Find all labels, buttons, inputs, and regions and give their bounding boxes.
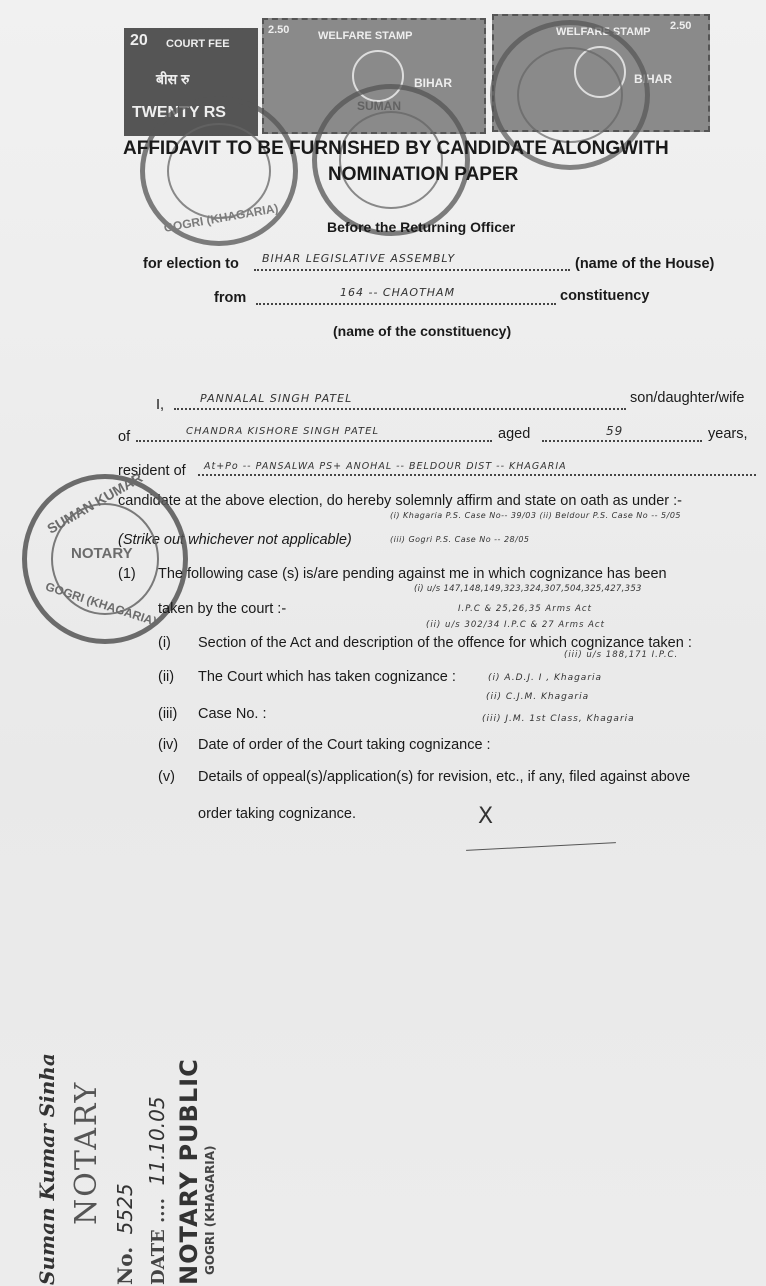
notary-number: 5525 <box>113 1183 137 1235</box>
court-3: (iii) J.M. 1st Class, Khagaria <box>482 714 635 724</box>
notary-date-row <box>145 1096 169 1285</box>
notary-seal-top-mid <box>312 84 470 236</box>
notary-number-label: No. <box>113 1246 137 1285</box>
court-2: (ii) C.J.M. Khagaria <box>486 692 590 702</box>
years-label: years, <box>708 426 748 442</box>
welfare-stamp-2-title: WELFARE STAMP <box>556 26 651 38</box>
notary-seal-top-mid-top: SUMAN <box>357 99 401 113</box>
case-list-b: (iii) Gogri P.S. Case No -- 28/05 <box>390 535 530 544</box>
election-label: for election to <box>143 256 239 272</box>
item-iv-text: Date of order of the Court taking cognizance : <box>198 737 491 753</box>
notary-seal-left-top: SUMAN KUMAR <box>44 469 146 537</box>
item-i-number: (i) <box>158 635 171 651</box>
item-iv-number: (iv) <box>158 737 179 753</box>
of-label: of <box>118 429 131 445</box>
affidavit-title-line2: NOMINATION PAPER <box>328 164 519 185</box>
item-v-text: Details of oppeal(s)/application(s) for revision, etc., if any, filed against above <box>198 769 691 785</box>
case-list-a: (i) Khagaria P.S. Case No-- 39/03 (ii) Beldour P.S. Case No -- 5/05 <box>390 511 681 520</box>
from-dotted-line <box>256 303 556 305</box>
i-label: I, <box>156 397 165 413</box>
item-v-number: (v) <box>158 769 175 785</box>
pen-stroke <box>466 842 616 851</box>
court-fee-bottom-text: TWENTY RS <box>132 104 226 121</box>
election-value: BIHAR LEGISLATIVE ASSEMBLY <box>262 252 456 265</box>
court-1: (i) A.D.J. I , Khagaria <box>488 673 603 683</box>
notary-date: 11.10.05 <box>145 1096 169 1186</box>
court-fee-top-text: COURT FEE <box>166 38 230 50</box>
welfare-stamp-2-state: BIHAR <box>634 72 672 86</box>
before-returning-officer: Before the Returning Officer <box>327 219 516 235</box>
resident-label: resident of <box>118 463 186 479</box>
election-dotted-line <box>254 269 570 271</box>
election-suffix: (name of the House) <box>575 256 715 272</box>
welfare-stamp-1-state: BIHAR <box>414 76 452 90</box>
item-i-text: Section of the Act and description of the offence for which cognizance taken : <box>198 635 692 651</box>
constituency-note: (name of the constituency) <box>333 323 512 339</box>
item1-text-2: taken by the court :- <box>158 601 287 617</box>
strike-instruction: (Strike out whichever not applicable) <box>118 532 352 548</box>
welfare-stamp-1-title: WELFARE STAMP <box>318 30 413 42</box>
age-value: 59 <box>606 424 624 438</box>
notary-place: GOGRI (KHAGARIA) <box>203 1145 217 1275</box>
address-value: At+Po -- PANSALWA PS+ ANOHAL -- BELDOUR DIST -- KHAGARIA <box>204 461 567 472</box>
from-suffix: constituency <box>560 288 650 304</box>
item-iii-text: Case No. : <box>198 706 267 722</box>
item1-text: The following case (s) is/are pending against me in which cognizance has been <box>158 566 667 582</box>
declarant-name: PANNALAL SINGH PATEL <box>200 392 353 405</box>
candidate-statement: candidate at the above election, do hereby solemnly affirm and state on oath as under :- <box>118 493 682 509</box>
handwritten-cross: X <box>478 804 494 829</box>
father-name: CHANDRA KISHORE SINGH PATEL <box>186 426 380 437</box>
name-dotted-line <box>174 408 626 410</box>
item-ii-number: (ii) <box>158 669 175 685</box>
notary-signature: Suman Kumar Sinha <box>35 1053 59 1285</box>
welfare-stamp-1-value: 2.50 <box>268 24 290 36</box>
item-iii-number: (iii) <box>158 706 178 722</box>
item1-number: (1) <box>118 566 136 582</box>
notary-number-row <box>113 1183 137 1285</box>
court-fee-hindi-text: बीस रु <box>156 71 190 87</box>
sections-b: I.P.C & 25,26,35 Arms Act <box>458 604 592 614</box>
affidavit-title-line1: AFFIDAVIT TO BE FURNISHED BY CANDIDATE ALONGWITH <box>123 138 669 159</box>
sections-d: (iii) u/s 188,171 I.P.C. <box>564 650 679 660</box>
father-dotted-line <box>136 440 492 442</box>
court-fee-value: 20 <box>130 32 148 49</box>
notary-date-label: DATE .... <box>148 1197 169 1285</box>
notary-seal-top-left <box>140 96 298 246</box>
notary-seal-left-mid: NOTARY <box>71 545 133 562</box>
aged-label: aged <box>498 426 531 442</box>
from-value: 164 -- CHAOTHAM <box>340 286 456 299</box>
notary-public-stamp <box>27 905 217 1285</box>
from-label: from <box>214 290 247 306</box>
sections-a: (i) u/s 147,148,149,323,324,307,504,325,427,353 <box>414 584 642 594</box>
notary-seal-top-left-text: GOGRI (KHAGARIA) <box>162 201 280 235</box>
item-v-text-2: order taking cognizance. <box>198 806 356 822</box>
sections-c: (ii) u/s 302/34 I.P.C & 27 Arms Act <box>426 620 605 630</box>
son-daughter-wife-label: son/daughter/wife <box>630 390 745 406</box>
notary-seal-left-bottom: GOGRI (KHAGARIA) <box>43 579 159 629</box>
notary-public-label: NOTARY PUBLIC <box>175 1058 203 1285</box>
item-ii-text: The Court which has taken cognizance : <box>198 669 456 685</box>
welfare-stamp-2-value: 2.50 <box>670 20 692 32</box>
notary-title: NOTARY <box>69 1080 104 1225</box>
address-dotted-line <box>198 474 756 476</box>
age-dotted-line <box>542 440 702 442</box>
